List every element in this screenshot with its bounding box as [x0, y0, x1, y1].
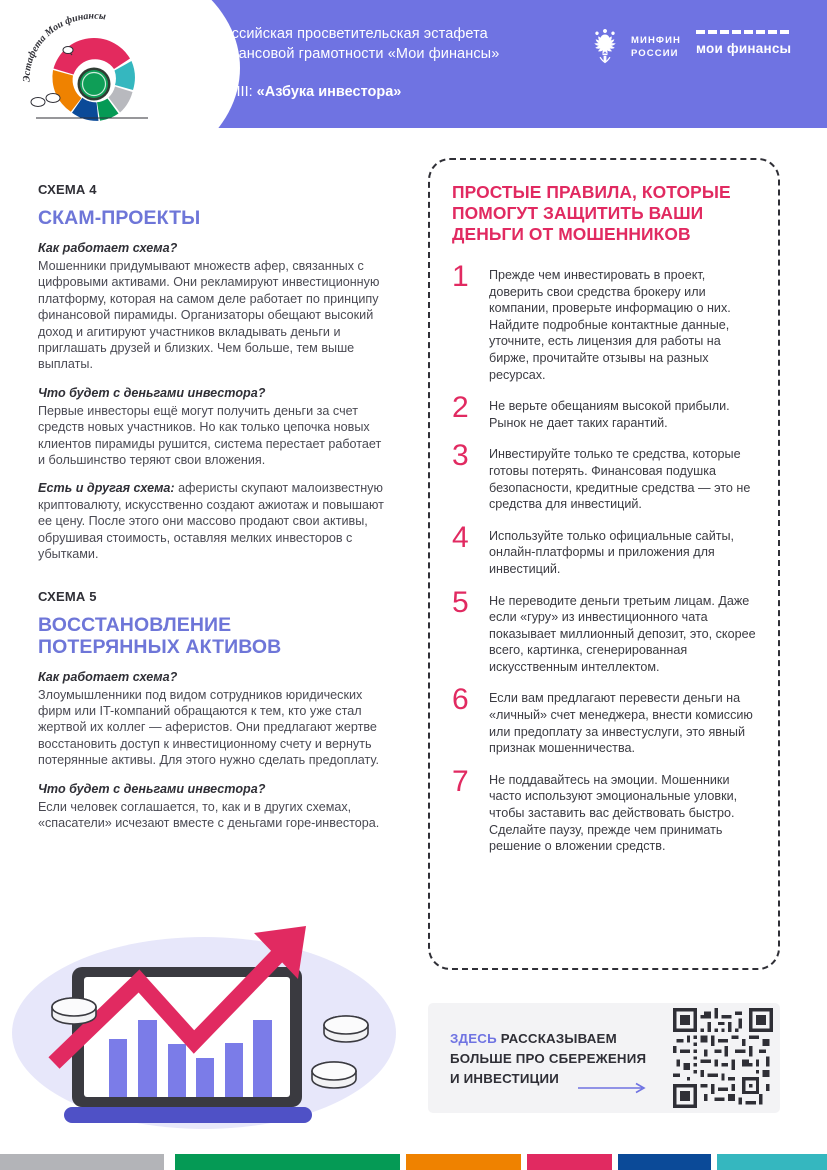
- scheme-5-q2-body: Если человек соглашается, то, как и в других схемах, «спасатели» исчезают вместе с деньгами горе-инвестора.: [38, 799, 380, 830]
- rule-text: Прежде чем инвестировать в проект, доверить свои средства брокеру или компании, проверьте информацию о них. Найдите подробные контактные данные, уточните, есть лицензия для работы на бирже, прочитайте отзывы на разных ресурсах.: [489, 268, 731, 382]
- minfin-logo: [588, 27, 681, 67]
- colorbar-segment-teal: [717, 1154, 827, 1170]
- qr-code-icon[interactable]: [673, 1008, 773, 1108]
- scheme-4-title: СКАМ-ПРОЕКТЫ: [38, 207, 201, 229]
- rule-text: Если вам предлагают перевести деньги на «личный» счет менеджера, внести комиссию или предоплату за инвестуслуги, это явный признак мошенничества.: [489, 691, 753, 756]
- stage-label-group: [190, 84, 401, 100]
- qr-promo-text: [450, 1029, 675, 1089]
- rule-number: 3: [452, 439, 469, 473]
- rule-text: Инвестируйте только те средства, которые готовы потерять. Финансовая подушка безопасности, кредитные средства — это не средства для инвестиций.: [489, 447, 751, 512]
- rule-number: 1: [452, 260, 469, 293]
- rule-item: [452, 683, 758, 756]
- brand-dash-row: [696, 30, 796, 34]
- rule-text: Не переводите деньги третьим лицам. Даже если «гуру» из инвестиционного чата показывает миллионный депозит, это, скорее всего, картинка, сгенерированная искусственным интеллектом.: [489, 593, 756, 674]
- svg-text:Эстафета Мои финансы: Эстафета Мои финансы: [21, 10, 107, 83]
- rule-number: 5: [452, 585, 469, 619]
- rule-item: [452, 391, 758, 431]
- scheme-4-q3-lead: Есть и другая схема:: [38, 481, 175, 496]
- rule-text: Используйте только официальные сайты, онлайн-платформы и приложения для инвестиций.: [489, 528, 735, 576]
- minfin-wordmark: [631, 34, 681, 60]
- scheme-5-q2-heading: Что будет с деньгами инвестора?: [38, 781, 266, 796]
- scheme-4-q3-paragraph: [38, 480, 390, 562]
- header-title-line-2: по финансовой грамотности «Мои финансы»: [190, 46, 500, 62]
- rules-dashed-card: [428, 158, 780, 970]
- brand-name: мои финансы: [696, 41, 792, 56]
- scheme-4-q3-body: аферисты скупают малоизвестную криптовалюту, искусственно создают ажиотаж и повышают ее цену. После этого они массово продают свои активы, обрушивая стоимость, оставляя мелких инвесторов с убытками.: [38, 481, 384, 562]
- rule-item: [452, 260, 758, 383]
- colorbar-segment-blue: [618, 1154, 711, 1170]
- rule-number: 7: [452, 764, 469, 798]
- scheme-5-block: [38, 589, 390, 832]
- header-title-line-1: Всероссийская просветительская эстафета: [190, 26, 488, 42]
- rule-number: 2: [452, 391, 469, 425]
- rule-item: [452, 439, 758, 512]
- colorbar-segment-pink: [527, 1154, 612, 1170]
- laptop-growth-chart-coins-illustration: [8, 915, 418, 1130]
- scheme-4-kicker: СХЕМА 4: [38, 182, 97, 197]
- rule-item: [452, 764, 758, 855]
- scheme-5-q1-heading: Как работает схема?: [38, 669, 178, 684]
- scheme-4-q2-heading: Что будет с деньгами инвестора?: [38, 385, 266, 400]
- scheme-4-q1-body: Мошенники придумывают множеств афер, связанных с цифровыми активами. Они рекламируют инвестиционную платформу, которая на самом деле работает по принципу финансовой пирамиды. Организаторы обещают высокий доход и агитируют участников вкладывать деньги и приглашать друзей и близких. Чем больше, тем выше выплаты.: [38, 259, 380, 372]
- qr-promo-panel[interactable]: [428, 1003, 780, 1113]
- donut-chart-logo-icon: [8, 6, 180, 128]
- rule-number: 4: [452, 520, 469, 554]
- colorbar-segment-gap1: [164, 1154, 175, 1170]
- scheme-5-title: [38, 614, 390, 658]
- rule-number: 6: [452, 683, 469, 717]
- qr-promo-line-2: БОЛЬШЕ ПРО СБЕРЕЖЕНИЯ: [450, 1051, 647, 1066]
- stage-label: Этап VIII:: [190, 84, 253, 100]
- qr-promo-line-1-rest: РАССКАЗЫВАЕМ: [496, 1031, 617, 1046]
- qr-promo-line-3: И ИНВЕСТИЦИИ: [450, 1071, 560, 1086]
- moi-finansy-brand: [696, 30, 796, 56]
- arrow-right-icon: [578, 1082, 650, 1094]
- header-banner: [0, 0, 827, 128]
- scheme-4-q1-heading: Как работает схема?: [38, 241, 178, 255]
- scheme-5-q1-body: Злоумышленники под видом сотрудников юридических фирм или IT-компаний обращаются к тем, кто уже стал жертвой их коллег — аферистов. Они предлагают жертве восстановить доступ к инвестиционному счету и вернуть потерянные активы. Для этого нужно сделать предоплату.: [38, 687, 379, 768]
- rule-text: Не верьте обещаниям высокой прибыли. Рынок не дает таких гарантий.: [489, 399, 730, 430]
- scheme-4-q2-body: Первые инвесторы ещё могут получить деньги за счет средств новых участников. Но как только цепочка новых клиентов пирамиды рушится, система перестает работает и большинство теряют свои вложения.: [38, 403, 382, 468]
- rules-card-title: ПРОСТЫЕ ПРАВИЛА, КОТОРЫЕ ПОМОГУТ ЗАЩИТИТЬ ВАШИ ДЕНЬГИ ОТ МОШЕННИКОВ: [452, 182, 731, 244]
- scheme-4-block: [38, 182, 390, 563]
- column-spacer: [38, 575, 390, 589]
- colorbar-segment-grey: [0, 1154, 164, 1170]
- rule-item: [452, 585, 758, 676]
- colorbar-segment-orange: [406, 1154, 521, 1170]
- header-title: [190, 24, 570, 64]
- scheme-5-title-line-2: ПОТЕРЯННЫХ АКТИВОВ: [38, 635, 282, 658]
- russian-double-headed-eagle-icon: [588, 27, 622, 67]
- rule-item: [452, 520, 758, 578]
- stage-name: «Азбука инвестора»: [256, 84, 402, 100]
- left-content-column: [38, 182, 390, 843]
- minfin-line-2: РОССИИ: [631, 48, 679, 59]
- minfin-line-1: МИНФИН: [631, 35, 681, 46]
- qr-promo-highlight: ЗДЕСЬ: [450, 1031, 497, 1046]
- bottom-color-bar: [0, 1154, 827, 1170]
- scheme-5-title-line-1: ВОССТАНОВЛЕНИЕ: [38, 613, 232, 636]
- colorbar-segment-green: [175, 1154, 400, 1170]
- rule-text: Не поддавайтесь на эмоции. Мошенники часто используют эмоциональные уловки, чтобы заставить вас действовать быстро. Сделайте паузу, прежде чем принимать решение о вложении средств.: [489, 772, 738, 854]
- scheme-5-kicker: СХЕМА 5: [38, 588, 97, 604]
